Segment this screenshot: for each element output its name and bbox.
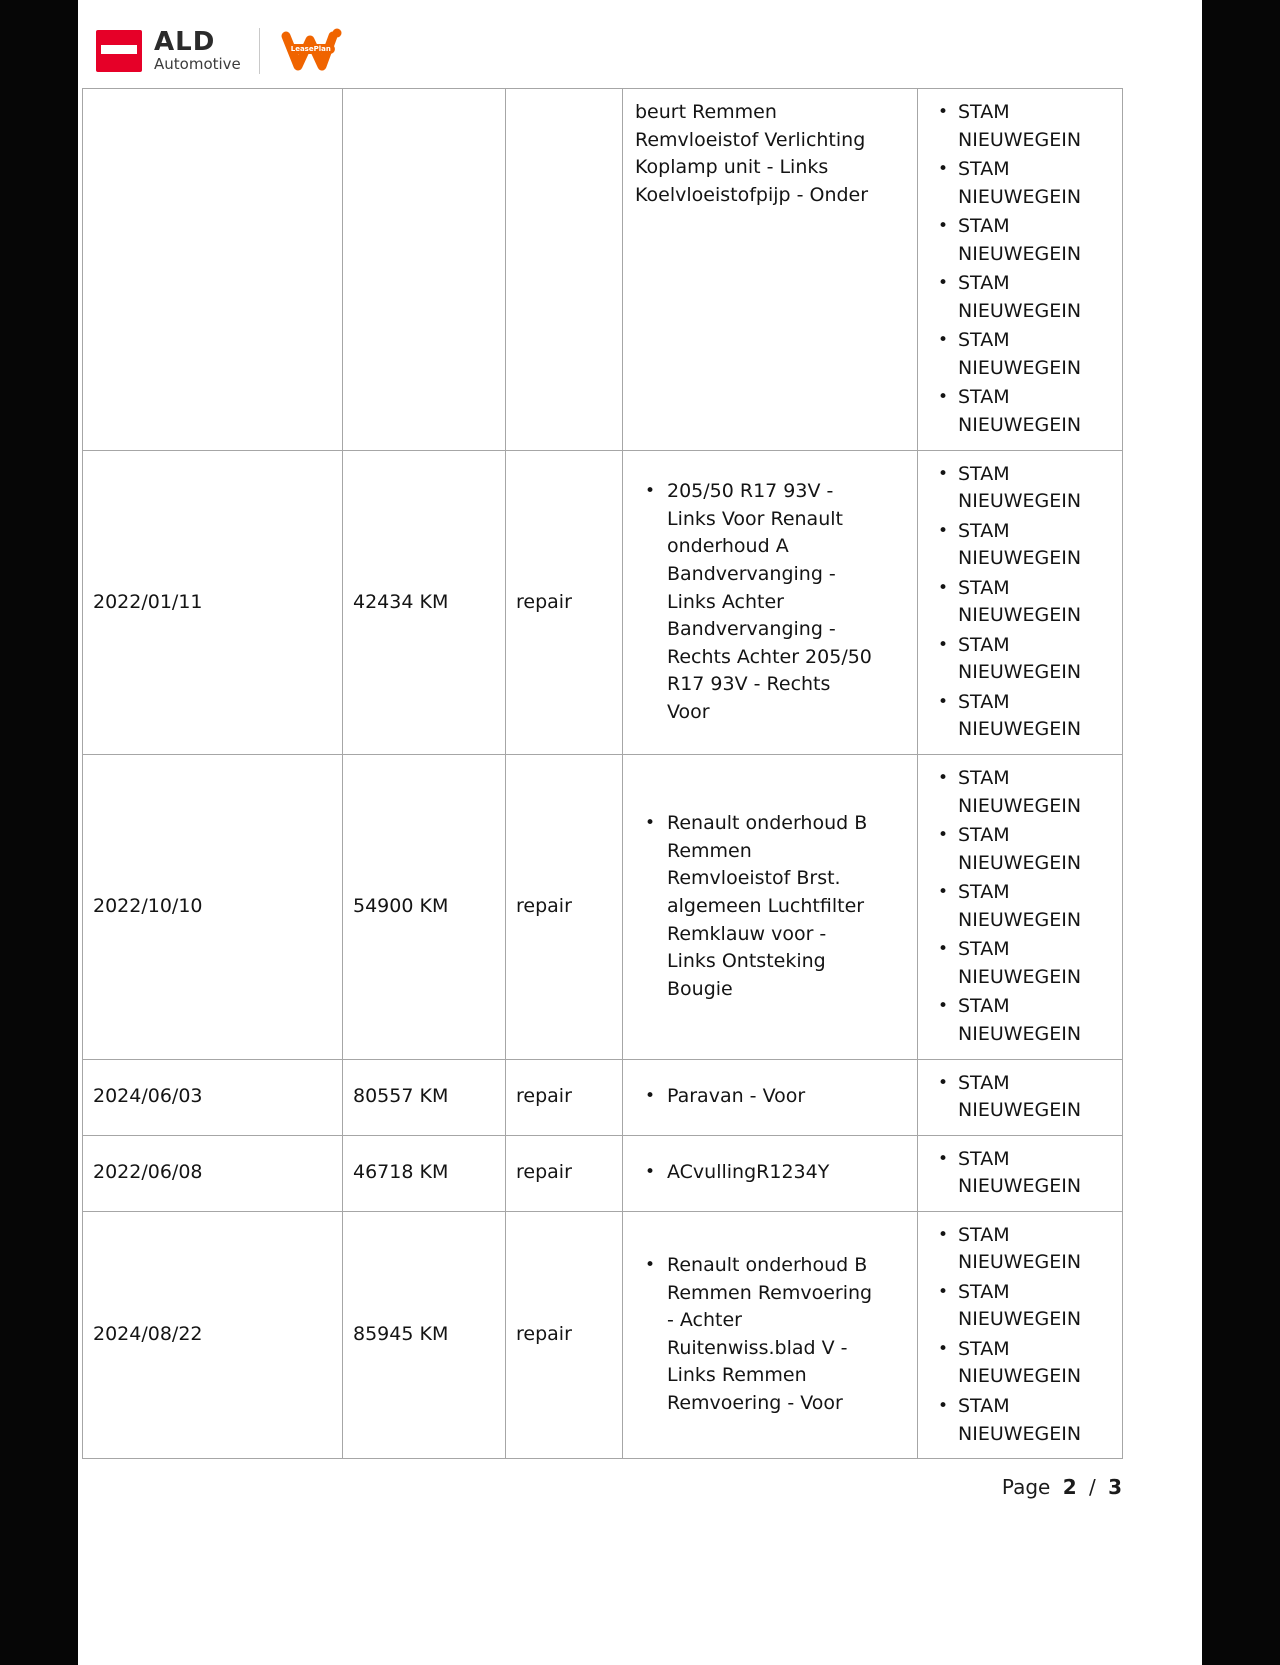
description-cell	[623, 1059, 918, 1135]
logo-divider	[259, 28, 260, 74]
location-item-text: STAM NIEUWEGEIN	[958, 938, 1082, 988]
location-item-text: STAM NIEUWEGEIN	[958, 1071, 1082, 1122]
location-item-text: STAM NIEUWEGEIN	[958, 881, 1082, 931]
page-header	[78, 14, 1202, 88]
page-separator: /	[1088, 1475, 1096, 1500]
location-cell	[918, 1135, 1123, 1211]
ald-logo-name: ALD	[154, 27, 216, 58]
bullet-icon: •	[937, 463, 949, 484]
location-item-text: STAM NIEUWEGEIN	[958, 329, 1082, 379]
type-cell: repair	[506, 1211, 623, 1458]
location-item	[928, 1336, 1112, 1391]
description-item-text: ACvullingR1234Y	[667, 1161, 830, 1184]
date-cell: 2024/08/22	[83, 1211, 343, 1458]
type-cell: repair	[506, 755, 623, 1059]
location-item-text: STAM NIEUWEGEIN	[958, 101, 1082, 151]
bullet-icon: •	[937, 882, 949, 903]
table-row	[83, 1211, 1123, 1458]
bullet-icon: •	[644, 1162, 656, 1183]
location-item-text: STAM NIEUWEGEIN	[958, 690, 1082, 741]
location-item-text: STAM NIEUWEGEIN	[958, 576, 1082, 627]
type-cell: repair	[506, 1059, 623, 1135]
leaseplan-logo	[278, 26, 344, 76]
location-item	[928, 1393, 1112, 1448]
bullet-icon: •	[937, 216, 949, 237]
bullet-icon: •	[937, 1281, 949, 1302]
location-cell	[918, 755, 1123, 1059]
km-cell: 46718 KM	[343, 1135, 506, 1211]
description-cell	[623, 450, 918, 754]
bullet-icon: •	[937, 1395, 949, 1416]
location-item-text: STAM NIEUWEGEIN	[958, 158, 1082, 208]
km-cell: 80557 KM	[343, 1059, 506, 1135]
location-item	[928, 1146, 1112, 1201]
location-item	[928, 689, 1112, 744]
date-cell: 2022/06/08	[83, 1135, 343, 1211]
date-cell: 2024/06/03	[83, 1059, 343, 1135]
ald-automotive-logo	[96, 29, 241, 73]
description-item-text: Renault onderhoud B Remmen Remvloeistof Brst. algemeen Luchtfilter Remklauw voor - Links Ontsteking Bougie	[667, 812, 868, 1000]
location-cell	[918, 89, 1123, 451]
location-item-text: STAM NIEUWEGEIN	[958, 1394, 1082, 1445]
location-item	[928, 822, 1112, 877]
location-item	[928, 461, 1112, 516]
description-cell	[623, 1135, 918, 1211]
location-item	[928, 156, 1112, 211]
description-text: beurt Remmen Remvloeistof Verlichting Koplamp unit - Links Koelvloeistofpijp - Onder	[635, 101, 869, 206]
bullet-icon: •	[937, 768, 949, 789]
page-footer	[82, 1475, 1122, 1499]
location-item	[928, 99, 1112, 154]
description-item-text: Paravan - Voor	[667, 1085, 806, 1108]
location-cell	[918, 450, 1123, 754]
bullet-icon: •	[937, 520, 949, 541]
type-cell: repair	[506, 1135, 623, 1211]
location-item-text: STAM NIEUWEGEIN	[958, 995, 1082, 1045]
location-item	[928, 213, 1112, 268]
document-page	[78, 0, 1202, 1665]
location-item	[928, 765, 1112, 820]
location-item	[928, 1222, 1112, 1277]
date-cell: 2022/01/11	[83, 450, 343, 754]
table-row	[83, 89, 1123, 451]
bullet-icon: •	[644, 1086, 656, 1107]
bullet-icon: •	[937, 825, 949, 846]
location-cell	[918, 1059, 1123, 1135]
right-black-bar	[1202, 0, 1280, 1665]
location-item	[928, 270, 1112, 325]
location-item	[928, 384, 1112, 439]
bullet-icon: •	[937, 691, 949, 712]
location-item	[928, 632, 1112, 687]
location-item	[928, 327, 1112, 382]
bullet-icon: •	[937, 387, 949, 408]
description-item	[633, 1252, 907, 1417]
page-current: 2	[1062, 1475, 1077, 1500]
date-cell: 2022/10/10	[83, 755, 343, 1059]
location-item	[928, 518, 1112, 573]
location-item-text: STAM NIEUWEGEIN	[958, 519, 1082, 570]
km-cell: 42434 KM	[343, 450, 506, 754]
leaseplan-logo-text: LeasePlan	[287, 44, 335, 54]
type-cell	[506, 89, 623, 451]
location-item-text: STAM NIEUWEGEIN	[958, 1223, 1082, 1274]
bullet-icon: •	[937, 939, 949, 960]
ald-logo-icon	[96, 30, 142, 72]
location-item-text: STAM NIEUWEGEIN	[958, 767, 1082, 817]
description-cell	[623, 1211, 918, 1458]
page-label: Page	[1001, 1475, 1051, 1500]
bullet-icon: •	[644, 481, 656, 502]
bullet-icon: •	[937, 996, 949, 1017]
maintenance-history-table	[82, 88, 1123, 1459]
table-row	[83, 1059, 1123, 1135]
location-item-text: STAM NIEUWEGEIN	[958, 215, 1082, 265]
description-item	[633, 1159, 907, 1187]
table-row	[83, 1135, 1123, 1211]
bullet-icon: •	[644, 1255, 656, 1276]
km-cell: 54900 KM	[343, 755, 506, 1059]
bullet-icon: •	[937, 1338, 949, 1359]
ald-logo-stripe	[101, 45, 137, 54]
location-item	[928, 1279, 1112, 1334]
page-total: 3	[1108, 1475, 1122, 1500]
bullet-icon: •	[644, 813, 656, 834]
table-row	[83, 450, 1123, 754]
bullet-icon: •	[937, 577, 949, 598]
description-item-text: 205/50 R17 93V - Links Voor Renault onderhoud A Bandvervanging - Links Achter Bandvervanging - Rechts Achter 205/50 R17 93V - Rechts Voor	[667, 480, 872, 723]
bullet-icon: •	[937, 159, 949, 180]
table-row	[83, 755, 1123, 1059]
description-item	[633, 810, 907, 1003]
location-item	[928, 575, 1112, 630]
bullet-icon: •	[937, 330, 949, 351]
location-cell	[918, 1211, 1123, 1458]
bullet-icon: •	[937, 273, 949, 294]
description-item	[633, 478, 907, 726]
location-item	[928, 993, 1112, 1048]
left-black-bar	[0, 0, 78, 1665]
location-item-text: STAM NIEUWEGEIN	[958, 386, 1082, 437]
bullet-icon: •	[937, 1148, 949, 1169]
location-item-text: STAM NIEUWEGEIN	[958, 1147, 1082, 1198]
date-cell	[83, 89, 343, 451]
bullet-icon: •	[937, 102, 949, 122]
location-item	[928, 1070, 1112, 1125]
location-item-text: STAM NIEUWEGEIN	[958, 462, 1082, 513]
bullet-icon: •	[937, 1072, 949, 1093]
location-item-text: STAM NIEUWEGEIN	[958, 1337, 1082, 1388]
location-item-text: STAM NIEUWEGEIN	[958, 633, 1082, 684]
location-item	[928, 879, 1112, 934]
description-item	[633, 1083, 907, 1111]
description-item-text: Renault onderhoud B Remmen Remvoering - Achter Ruitenwiss.blad V - Links Remmen Remvoering - Voor	[667, 1254, 873, 1414]
type-cell: repair	[506, 450, 623, 754]
bullet-icon: •	[937, 1224, 949, 1245]
ald-logo-subtitle: Automotive	[154, 55, 241, 74]
bullet-icon: •	[937, 634, 949, 655]
description-cell	[623, 755, 918, 1059]
location-item-text: STAM NIEUWEGEIN	[958, 1280, 1082, 1331]
ald-logo-text	[154, 29, 241, 73]
history-table-body	[83, 89, 1123, 1459]
location-item-text: STAM NIEUWEGEIN	[958, 272, 1082, 322]
description-cell	[623, 89, 918, 451]
location-item	[928, 936, 1112, 991]
km-cell: 85945 KM	[343, 1211, 506, 1458]
location-item-text: STAM NIEUWEGEIN	[958, 824, 1082, 874]
km-cell	[343, 89, 506, 451]
